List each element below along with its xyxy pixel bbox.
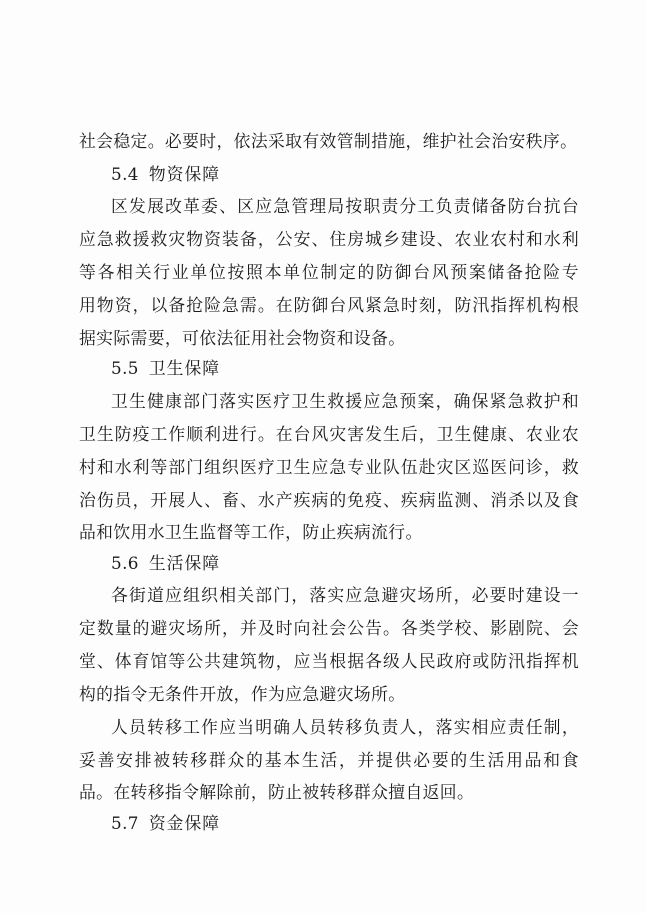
- section-title: 卫生保障: [148, 358, 221, 378]
- section-number: 5.7: [111, 813, 139, 833]
- section-title: 生活保障: [148, 553, 221, 573]
- body-line: 品。在转移指令解除前，防止被转移群众擅自返回。: [79, 782, 475, 802]
- body-line: 各街道应组织相关部门，落实应急避灾场所，必要时建设一: [111, 585, 579, 605]
- body-line: 等各相关行业单位按照本单位制定的防御台风预案储备抢险专: [79, 262, 579, 282]
- body-line: 卫生防疫工作顺利进行。在台风灾害发生后，卫生健康、农业农: [79, 424, 579, 444]
- body-line: 治伤员，开展人、畜、水产疾病的免疫、疾病监测、消杀以及食: [79, 490, 579, 510]
- section-number: 5.5: [111, 358, 139, 378]
- body-line: 妥善安排被转移群众的基本生活，并提供必要的生活用品和食: [79, 750, 579, 770]
- body-line: 社会稳定。必要时，依法采取有效管制措施，维护社会治安秩序。: [79, 131, 578, 151]
- section-title: 物资保障: [148, 164, 221, 184]
- section-heading-5-6: [111, 550, 220, 576]
- section-heading-5-4: [111, 161, 220, 187]
- body-line: 区发展改革委、区应急管理局按职责分工负责储备防台抗台: [111, 196, 579, 216]
- section-number: 5.6: [111, 553, 139, 573]
- body-line: 用物资，以备抢险急需。在防御台风紧急时刻，防汛指挥机构根: [79, 295, 579, 315]
- body-line: 卫生健康部门落实医疗卫生救援应急预案，确保紧急救护和: [111, 391, 579, 411]
- body-line: 据实际需要，可依法征用社会物资和设备。: [79, 328, 406, 348]
- body-line: 应急救援救灾物资装备，公安、住房城乡建设、农业农村和水利: [79, 229, 579, 249]
- body-line: 定数量的避灾场所，并及时向社会公告。各类学校、影剧院、会: [79, 618, 579, 638]
- section-heading-5-7: [111, 810, 220, 836]
- body-line: 人员转移工作应当明确人员转移负责人，落实相应责任制，: [111, 717, 579, 737]
- section-number: 5.4: [111, 164, 139, 184]
- section-heading-5-5: [111, 355, 220, 381]
- body-line: 堂、体育馆等公共建筑物，应当根据各级人民政府或防汛指挥机: [79, 651, 579, 671]
- section-title: 资金保障: [148, 813, 221, 833]
- body-line: 构的指令无条件开放，作为应急避灾场所。: [79, 684, 406, 704]
- body-line: 村和水利等部门组织医疗卫生应急专业队伍赴灾区巡医问诊，救: [79, 457, 579, 477]
- body-line: 品和饮用水卫生监督等工作，防止疾病流行。: [79, 522, 423, 542]
